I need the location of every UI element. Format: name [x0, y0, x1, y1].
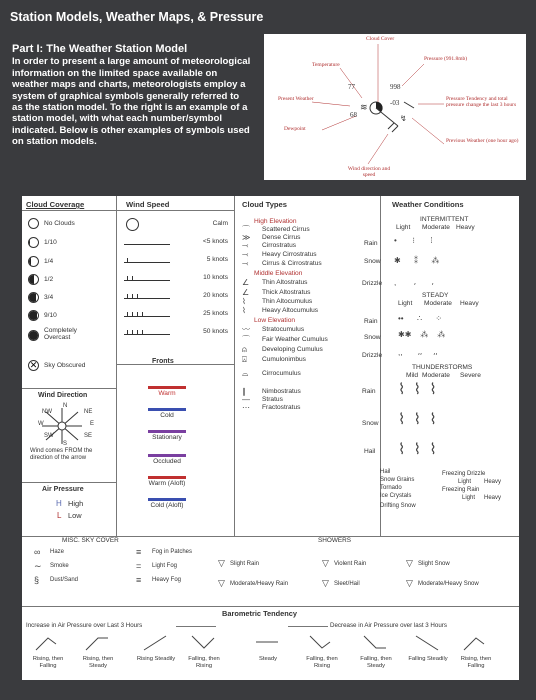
cloud-type-label: Cirrostratus: [262, 242, 297, 249]
cloud-type-icon: ∠: [242, 278, 250, 287]
misc-sky-label: Fog in Patches: [152, 549, 193, 555]
showers-heading: SHOWERS: [318, 537, 352, 544]
wind-speed-heading: Wind Speed: [126, 200, 170, 209]
misc-sky-icon: ≡: [136, 575, 142, 585]
cloud-type-icon: ∥: [242, 387, 246, 396]
coverage-circle: ✕: [29, 360, 38, 370]
cloud-type-label: Cumulonimbus: [262, 356, 306, 363]
rain-icons: • ⁝ ⁞: [394, 236, 433, 245]
ts-moderate: Moderate: [422, 372, 450, 379]
cloud-type-icon: 〰: [242, 325, 250, 334]
shower-icon: ▽: [406, 578, 413, 588]
coverage-label: Sky Obscured: [44, 362, 86, 369]
coverage-fill: [29, 311, 37, 320]
wind-barb-tick: [132, 330, 133, 335]
compass-label: SW: [44, 433, 54, 439]
wind-speed-label: 25 knots: [203, 310, 228, 317]
shower-icon: ▽: [322, 578, 329, 588]
barometric-path: [464, 638, 484, 650]
front-label: Cold: [160, 412, 174, 419]
wind-speed-label: Calm: [212, 220, 228, 227]
intro-body: In order to present a large amount of meteorological information on the limited space available on weather maps and charts, meteorologists employ a system of graphical symbols generally referred to as the station model. To the right is an example of a station model, with what each number/symbol indicated. Below is other examples of symbols used on station models.: [12, 56, 251, 148]
misc-weather-right: Freezing Drizzle: [442, 471, 486, 477]
wind-barb-shaft: [124, 316, 170, 317]
cloud-type-icon: ⌇: [242, 306, 246, 315]
drizzle-icons: , ⸴ ⸴: [394, 278, 434, 287]
wc-rain: Rain: [364, 240, 378, 247]
cloud-type-label: Thin Altostratus: [262, 279, 308, 286]
barometric-icon: [362, 630, 388, 654]
wind-barb-tick: [127, 330, 128, 335]
cloud-types-heading: Cloud Types: [242, 200, 288, 209]
misc-sky-icon: =: [136, 561, 142, 571]
ts-mild: Mild: [406, 372, 419, 379]
wind-speed-label: <5 knots: [202, 238, 228, 245]
shower-label: Slight Snow: [418, 561, 450, 567]
barometric-icon: [462, 630, 488, 654]
steady-label: STEADY: [422, 292, 449, 299]
steady-drizzle-icons: ,, ⸴⸴ ⸴⸴: [398, 348, 438, 357]
thunderstorms-label: THUNDERSTORMS: [412, 364, 473, 371]
misc-weather-label: Ice Crystals: [380, 493, 412, 499]
ts-hail-icons: ⌇ ⌇ ⌇: [398, 441, 437, 458]
air-pressure-heading: Air Pressure: [42, 486, 84, 493]
pressure-value: 998: [390, 83, 401, 91]
coverage-label: 1/4: [44, 258, 54, 265]
barometric-icon: [190, 630, 216, 654]
station-model-diagram: [264, 34, 526, 180]
barometric-icon: [254, 630, 280, 654]
cloud-type-label: Cirrus & Cirrostratus: [262, 260, 322, 267]
steady-rain-icons: •• ∴ ⁘: [398, 314, 443, 323]
wind-barb-tick: [132, 294, 133, 299]
front-line: [148, 408, 186, 411]
page-title: Station Models, Weather Maps, & Pressure: [10, 10, 264, 24]
misc-weather-right: Light: [462, 495, 476, 501]
barometric-path: [36, 638, 56, 650]
ts-rain: Rain: [362, 388, 376, 395]
coverage-fill: [29, 293, 36, 302]
misc-weather-right: Heavy: [484, 479, 502, 485]
tendency-value: -03: [390, 99, 400, 107]
shower-label: Moderate/Heavy Rain: [230, 581, 289, 587]
fronts-heading: Fronts: [152, 358, 174, 365]
cloud-type-icon: —: [242, 395, 250, 404]
st-drizzle: Drizzle: [362, 352, 383, 359]
misc-sky-label: Dust/Sand: [50, 577, 79, 583]
cloud-type-label: High Elevation: [254, 218, 297, 225]
cloud-type-label: Thin Altocumulus: [262, 298, 313, 305]
cloud-coverage-heading: Cloud Coverage: [26, 200, 85, 209]
barometric-increase: Increase in Air Pressure over Last 3 Hours: [26, 622, 143, 629]
barometric-path: [310, 636, 330, 648]
cloud-type-label: Heavy Cirrostratus: [262, 251, 317, 258]
cloud-type-label: Fractostratus: [262, 404, 301, 411]
intermittent-label: INTERMITTENT: [420, 216, 469, 223]
ts-rain-icons: ⌇ ⌇ ⌇: [398, 381, 437, 398]
cloud-type-icon: ⌇: [242, 297, 246, 306]
cloud-type-icon: ⋯: [242, 403, 250, 412]
compass-label: E: [90, 421, 95, 427]
barometric-label: Falling, then Rising: [306, 656, 338, 669]
misc-weather-right: Freezing Rain: [442, 487, 480, 493]
cloud-type-icon: ⤙: [242, 250, 249, 259]
front-label: Warm (Aloft): [148, 480, 186, 487]
st-moderate: Moderate: [424, 300, 452, 307]
wc-drizzle: Drizzle: [362, 280, 383, 287]
barometric-label: Falling, then Steady: [360, 656, 392, 669]
cloud-type-icon: ⌓: [242, 369, 249, 378]
coverage-circle: [28, 237, 39, 248]
cloud-type-icon: ⍝: [242, 345, 247, 354]
misc-weather-right: Light: [458, 479, 472, 485]
misc-sky-label: Smoke: [50, 563, 69, 569]
cloud-type-icon: ⌒: [242, 225, 250, 234]
wind-speed-label: 10 knots: [203, 274, 228, 281]
cloud-type-label: Developing Cumulus: [262, 346, 323, 353]
high-label: High: [68, 499, 84, 508]
snow-icons: ✱ ⁑ ⁂: [394, 256, 440, 265]
front-line: [148, 430, 186, 433]
cloud-type-label: Stratus: [262, 396, 283, 403]
coverage-circle: [28, 330, 39, 341]
wind-barb-tick: [127, 312, 128, 317]
ts-hail: Hail: [364, 448, 376, 455]
barometric-icon: [34, 630, 60, 654]
coverage-circle: [28, 218, 39, 229]
barometric-icon: [308, 630, 334, 654]
shower-icon: ▽: [218, 578, 225, 588]
cloud-type-label: Scattered Cirrus: [262, 226, 310, 233]
cloud-type-icon: ⍓: [242, 355, 247, 364]
wind-direction-note: Wind comes FROM the direction of the arrow: [30, 448, 93, 461]
misc-sky-label: Haze: [50, 549, 65, 555]
dewpoint-value: 68: [350, 111, 357, 119]
coverage-label: No Clouds: [44, 220, 75, 227]
temperature-value: 77: [348, 83, 355, 91]
compass-label: NE: [84, 409, 93, 415]
barometric-label: Rising, then Falling: [460, 656, 492, 669]
coverage-circle: [28, 292, 39, 303]
intro-heading: Part I: The Weather Station Model: [12, 43, 188, 55]
coverage-label: 1/2: [44, 276, 54, 283]
front-line: [148, 386, 186, 389]
front-label: Stationary: [152, 434, 182, 441]
cloud-cover-label: Cloud Cover: [366, 36, 395, 42]
pressure-label: Pressure (991.8mb): [424, 56, 468, 62]
barometric-label: Falling, then Rising: [188, 656, 220, 669]
misc-weather-label: Tornado: [380, 485, 402, 491]
compass-label: S: [63, 441, 68, 447]
cloud-type-label: Heavy Altocumulus: [262, 307, 319, 314]
front-label: Cold (Aloft): [150, 502, 184, 509]
barometric-label: Rising, then Steady: [82, 656, 114, 669]
st-rain: Rain: [364, 318, 378, 325]
cloud-type-label: Dense Cirrus: [262, 234, 301, 241]
compass-label: N: [63, 403, 68, 409]
coverage-label: 1/10: [44, 239, 57, 246]
barometric-icon: [414, 630, 440, 654]
present-weather-label: Present Weather: [278, 96, 314, 102]
misc-sky-icon: ∞: [34, 547, 41, 557]
front-line: [148, 498, 186, 501]
wind-barb-tick: [137, 312, 138, 317]
wc-snow: Snow: [364, 258, 381, 265]
low-label: Low: [68, 511, 82, 520]
wind-barb-shaft: [124, 334, 170, 335]
misc-weather-label: Hail: [380, 469, 391, 475]
present-weather-icon: ≋: [360, 102, 368, 112]
wind-speed-label: 50 knots: [203, 328, 228, 335]
barometric-label: Rising Steadily: [136, 656, 176, 662]
cloud-type-icon: ⤙: [242, 241, 249, 250]
shower-icon: ▽: [218, 558, 225, 568]
barometric-path: [364, 636, 386, 648]
coverage-label: 3/4: [44, 294, 54, 301]
wind-barb-tick: [142, 330, 143, 335]
int-heavy: Heavy: [456, 224, 475, 231]
cloud-type-label: Middle Elevation: [254, 270, 303, 277]
st-heavy: Heavy: [460, 300, 479, 307]
cloud-type-label: Cirrocumulus: [262, 370, 301, 377]
barometric-heading: Barometric Tendency: [222, 609, 298, 618]
compass-label: SE: [84, 433, 93, 439]
symbol-chart: [22, 196, 519, 680]
coverage-fill: [29, 331, 38, 340]
compass-label: W: [38, 421, 44, 427]
misc-weather-label: Drifting Snow: [380, 503, 416, 509]
wind-barb-tick: [132, 312, 133, 317]
wind-speed-label: 20 knots: [203, 292, 228, 299]
weather-conditions-heading: Weather Conditions: [392, 200, 464, 209]
steady-snow-icons: ✱✱ ⁂ ⁂: [398, 330, 446, 339]
wind-barb-tick: [132, 276, 133, 281]
barometric-label: Falling Steadily: [408, 656, 448, 662]
cloud-type-icon: ≫: [242, 233, 251, 242]
barometric-path: [144, 636, 166, 650]
barometric-label: Rising, then Falling: [32, 656, 64, 669]
coverage-fill: [29, 257, 31, 266]
cloud-type-icon: ⌒: [242, 335, 250, 344]
barometric-label: Steady: [258, 656, 278, 662]
cloud-type-icon: ⤙: [242, 259, 249, 268]
wind-barb-shaft: [124, 298, 170, 299]
misc-sky-icon: ∼: [34, 561, 42, 571]
shower-label: Violent Rain: [334, 561, 367, 567]
front-line: [148, 454, 186, 457]
cloud-type-icon: ∠: [242, 288, 250, 297]
shower-icon: ▽: [322, 558, 329, 568]
wind-barb-shaft: [124, 244, 170, 245]
temperature-label: Temperature: [312, 62, 340, 68]
coverage-circle: [28, 256, 39, 267]
calm-icon: [126, 218, 139, 231]
ts-snow: Snow: [362, 420, 379, 427]
cloud-type-label: Nimbostratus: [262, 388, 301, 395]
wind-barb-tick: [137, 294, 138, 299]
barometric-icon: [142, 630, 168, 654]
wind-barb-tick: [127, 258, 128, 263]
cloud-type-label: Stratocumulus: [262, 326, 305, 333]
low-letter: L: [57, 511, 62, 520]
misc-sky-icon: ≡: [136, 547, 142, 557]
previous-weather-icon: ↯: [400, 114, 407, 123]
misc-sky-icon: §: [34, 575, 40, 585]
shower-label: Moderate/Heavy Snow: [418, 581, 479, 587]
misc-weather-label: Snow Grains: [380, 477, 415, 483]
shower-icon: ▽: [406, 558, 413, 568]
tendency-label: Pressure Tendency and total pressure change the last 3 hours: [446, 96, 517, 108]
front-label: Occluded: [153, 458, 181, 465]
barometric-decrease: Decrease in Air Pressure over last 3 Hours: [330, 622, 447, 629]
wind-barb-tick: [127, 294, 128, 299]
shower-label: Sleet/Hail: [334, 581, 360, 587]
cloud-type-label: Fair Weather Cumulus: [262, 336, 328, 343]
barometric-path: [86, 638, 108, 650]
int-light: Light: [396, 224, 411, 231]
barometric-icon: [84, 630, 110, 654]
coverage-label: 9/10: [44, 312, 57, 319]
int-moderate: Moderate: [422, 224, 450, 231]
coverage-circle: [28, 274, 39, 285]
wind-barb-tick: [127, 276, 128, 281]
wind-label: Wind direction and speed: [347, 166, 391, 178]
coverage-fill: [29, 275, 34, 284]
previous-weather-label: Previous Weather (one hour ago): [446, 138, 519, 144]
intro-text: [12, 44, 252, 148]
misc-sky-heading: MISC. SKY COVER: [62, 537, 119, 544]
coverage-fill: [29, 238, 30, 247]
cloud-type-label: Low Elevation: [254, 317, 296, 324]
wind-barb-shaft: [124, 280, 170, 281]
misc-sky-label: Light Fog: [152, 563, 178, 569]
ts-severe: Severe: [460, 372, 481, 379]
wind-barb-tick: [142, 312, 143, 317]
high-letter: H: [56, 499, 62, 508]
barometric-path: [416, 636, 438, 650]
ts-snow-icons: ⌇ ⌇ ⌇: [398, 411, 437, 428]
wind-direction-heading: Wind Direction: [38, 392, 88, 399]
misc-sky-label: Heavy Fog: [152, 577, 182, 583]
compass-label: NW: [42, 409, 52, 415]
dewpoint-label: Dewpoint: [284, 126, 306, 132]
coverage-label: Completely Overcast: [44, 327, 77, 341]
st-light: Light: [398, 300, 413, 307]
front-line: [148, 476, 186, 479]
cloud-type-label: Thick Altostratus: [262, 289, 311, 296]
coverage-circle: [28, 310, 39, 321]
misc-weather-right: Heavy: [484, 495, 502, 501]
barometric-path: [192, 636, 214, 648]
wind-barb-shaft: [124, 262, 170, 263]
shower-label: Slight Rain: [230, 561, 260, 567]
wind-barb-tick: [137, 330, 138, 335]
wind-speed-label: 5 knots: [206, 256, 228, 263]
st-snow: Snow: [364, 334, 381, 341]
front-label: Warm: [158, 390, 176, 397]
